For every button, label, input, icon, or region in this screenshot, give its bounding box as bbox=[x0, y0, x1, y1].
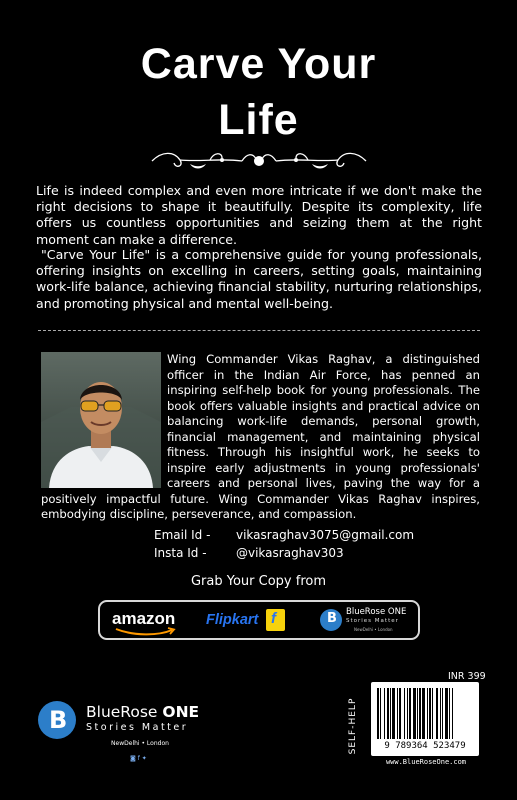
barcode-bar bbox=[409, 688, 411, 739]
barcode-bar bbox=[419, 688, 421, 739]
barcode-bar bbox=[442, 688, 443, 739]
isbn-number: 9 789364 523479 bbox=[384, 741, 466, 751]
publisher-name bbox=[86, 703, 199, 721]
barcode-bar bbox=[427, 688, 428, 739]
publisher-name-main: BlueRose bbox=[86, 703, 158, 721]
barcode-bar bbox=[432, 688, 433, 739]
barcode-icon bbox=[377, 688, 473, 739]
barcode-bar bbox=[380, 688, 381, 739]
author-bio bbox=[41, 352, 480, 523]
barcode-bar bbox=[413, 688, 416, 739]
genre-label bbox=[345, 690, 361, 762]
barcode-bar bbox=[436, 688, 438, 739]
blurb-paragraph-1: Life is indeed complex and even more intricate if we don't make the right decisions to shape it beautifully. Despite its complexity, life offers us countless opportunities and seizing them at the right moment can make a difference. bbox=[36, 183, 482, 247]
email-label: Email Id - bbox=[154, 528, 211, 542]
flourish-ornament-icon bbox=[150, 148, 368, 174]
book-title-line-2: Life bbox=[218, 96, 299, 144]
barcode-bar bbox=[445, 688, 448, 739]
publisher-name-one: ONE bbox=[162, 703, 200, 721]
flipkart-bag-letter: f bbox=[271, 610, 276, 627]
barcode-bar bbox=[397, 688, 398, 739]
insta-label: Insta Id - bbox=[154, 546, 207, 560]
bluerose-small-logo-letter: B bbox=[327, 611, 337, 626]
publisher-website: www.BlueRoseOne.com bbox=[385, 758, 467, 766]
section-divider bbox=[38, 330, 480, 331]
email-address[interactable]: vikasraghav3075@gmail.com bbox=[236, 528, 415, 542]
barcode-bar bbox=[404, 688, 405, 739]
barcode-bar bbox=[392, 688, 395, 739]
bluerose-store-locations: NewDelhi • London bbox=[354, 627, 393, 632]
insta-handle[interactable]: @vikasraghav303 bbox=[236, 546, 344, 560]
barcode-bar bbox=[390, 688, 391, 739]
amazon-smile-icon bbox=[114, 627, 178, 636]
publisher-locations: NewDelhi • London bbox=[111, 740, 169, 747]
bluerose-store-tagline: Stories Matter bbox=[346, 618, 399, 624]
social-icons: ◙ f ✦ bbox=[130, 755, 147, 762]
barcode-bar bbox=[377, 688, 379, 739]
bluerose-store-name[interactable]: BlueRose ONE bbox=[346, 607, 407, 617]
amazon-logo[interactable]: amazon bbox=[112, 609, 176, 628]
isbn-barcode bbox=[371, 682, 479, 756]
barcode-bar bbox=[399, 688, 401, 739]
barcode-bar bbox=[417, 688, 418, 739]
contact-email bbox=[154, 527, 414, 543]
purchase-heading: Grab Your Copy from bbox=[190, 574, 326, 589]
barcode-bar bbox=[452, 688, 453, 739]
contact-instagram bbox=[154, 545, 344, 561]
book-title-line-1: Carve Your bbox=[140, 40, 377, 88]
barcode-bar bbox=[384, 688, 385, 739]
barcode-bar bbox=[449, 688, 450, 739]
author-bio-text: Wing Commander Vikas Raghav, a distinguished officer in the Indian Air Force, has penned an inspiring self-help book for young professionals. The book offers valuable insights and practical advice on balancing work-life demands, personal growth, financial management, and maintaining physical fitness. Through his insightful work, he seeks to inspire early adjustments in young professionals' careers and personal lives, paving the way for a positively impactful future. Wing Commander Vikas Raghav inspires, embodying discipline, perseverance, and compassion. bbox=[41, 352, 480, 521]
flipkart-logo[interactable]: Flipkart bbox=[206, 612, 259, 628]
genre-text: SELF-HELP bbox=[348, 697, 358, 755]
barcode-bar bbox=[407, 688, 408, 739]
barcode-bar bbox=[387, 688, 389, 739]
blurb-paragraph-2: "Carve Your Life" is a comprehensive guide for young professionals, offering insights on excelling in careers, setting goals, maintaining work-life balance, achieving financial stability, nurturing relationships, and promoting physical and mental well-being. bbox=[36, 247, 482, 311]
barcode-bar bbox=[422, 688, 425, 739]
price-label: INR 399 bbox=[448, 671, 486, 682]
store-logos-box bbox=[98, 600, 420, 640]
publisher-tagline: Stories Matter bbox=[86, 722, 189, 733]
barcode-bar bbox=[429, 688, 431, 739]
barcode-bar bbox=[440, 688, 441, 739]
publisher-logo-letter: B bbox=[49, 706, 68, 734]
